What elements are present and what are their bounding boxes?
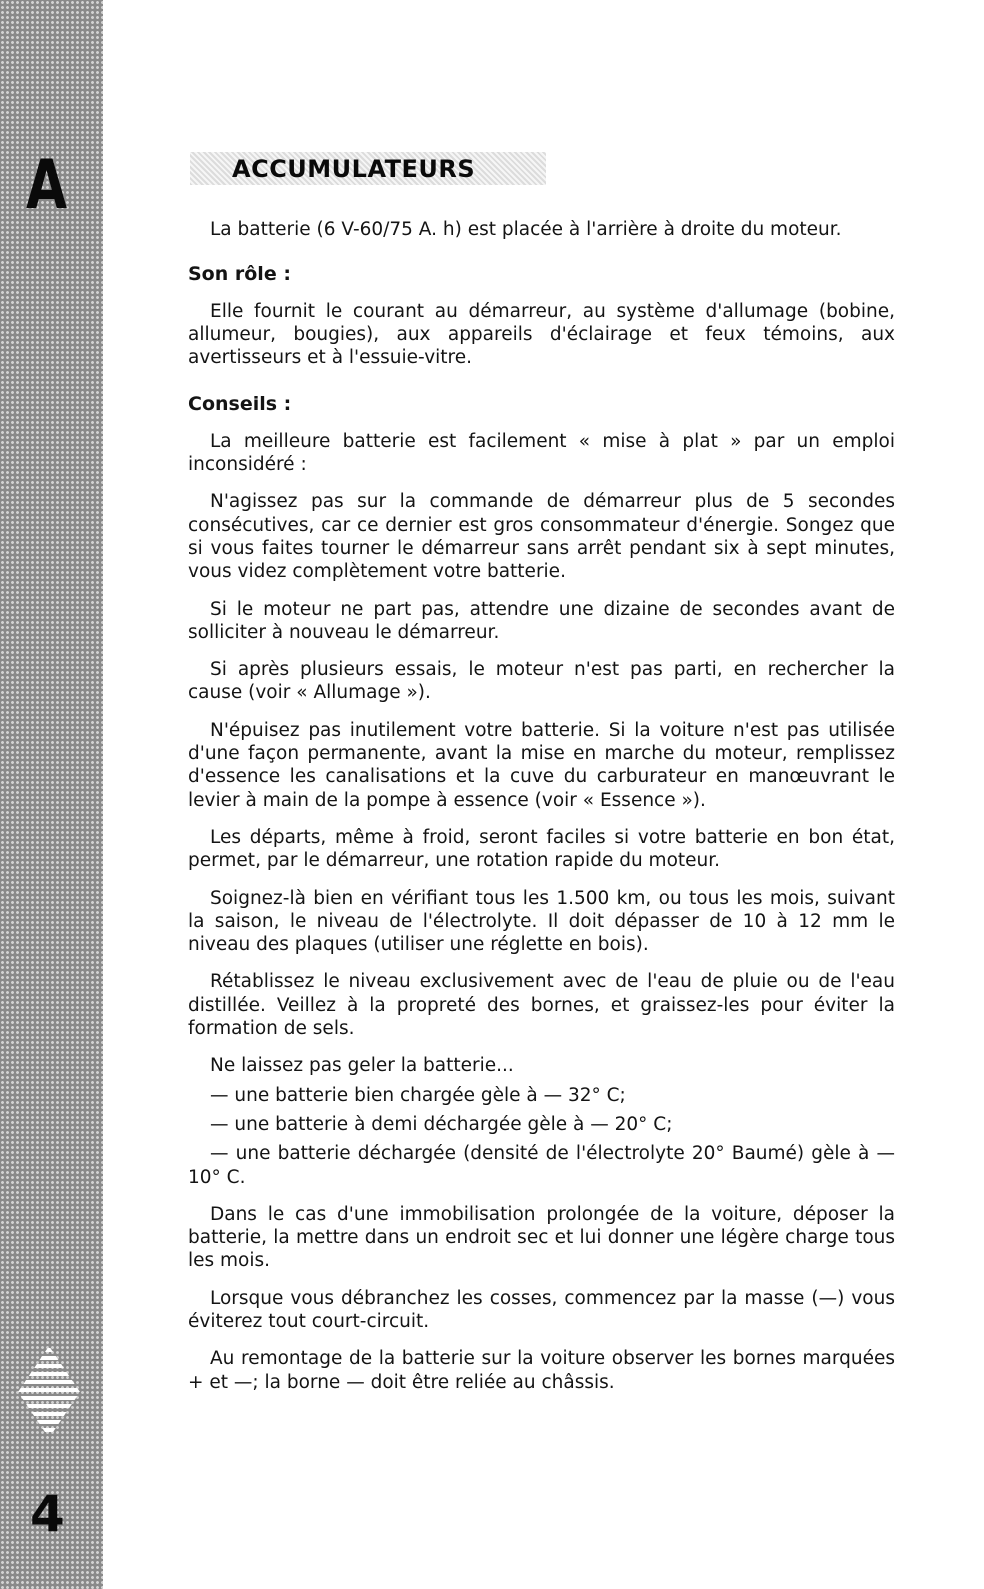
stripe-diamond-icon: [18, 1346, 80, 1438]
article-body: [188, 218, 895, 1394]
intro-paragraph: La batterie (6 V-60/75 A. h) est placée à l'arrière à droite du moteur.: [210, 219, 842, 240]
closing-paragraph: Dans le cas d'une immobilisation prolongée de la voiture, déposer la batterie, la mettre dans un endroit sec et lui donner une légère charge tous les mois.: [188, 1203, 895, 1272]
conseils-paragraph: Ne laissez pas geler la batterie...: [210, 1055, 514, 1077]
role-paragraph: Elle fournit le courant au démarreur, au système d'allumage (bobine, allumeur, bougies), aux appareils d'éclairage et feux témoins, aux avertisseurs et à l'essuie-vitre.: [188, 300, 895, 369]
conseils-paragraph: La meilleure batterie est facilement « mise à plat » par un emploi inconsidéré :: [188, 430, 895, 476]
conseils-paragraph: N'agissez pas sur la commande de démarreur plus de 5 secondes consécutives, car ce dernier est gros consommateur d'énergie. Songez que si vous faites tourner le démarreur sans arrêt pendant six à sept minutes, vous videz complètement votre batterie.: [188, 491, 895, 583]
conseils-paragraph: Si après plusieurs essais, le moteur n'est pas parti, en rechercher la cause (voir « Allumage »).: [188, 659, 895, 704]
closing-paragraph: Au remontage de la batterie sur la voiture observer les bornes marquées + et —; la borne — doit être reliée au châssis.: [188, 1348, 895, 1393]
conseils-paragraph: Rétablissez le niveau exclusivement avec de l'eau de pluie ou de l'eau distillée. Veillez à la propreté des bornes, et graissez-les pour éviter la formation de sels.: [188, 971, 895, 1040]
freeze-list-item: — une batterie bien chargée gèle à — 32° C;: [210, 1084, 626, 1106]
freeze-list-item: — une batterie déchargée (densité de l'électrolyte 20° Baumé) gèle à — 10° C.: [188, 1143, 895, 1188]
section-letter: A: [26, 146, 68, 225]
freeze-list-item: — une batterie à demi déchargée gèle à — 20° C;: [210, 1113, 673, 1135]
page-title: ACCUMULATEURS: [232, 155, 476, 183]
conseils-paragraph: Si le moteur ne part pas, attendre une dizaine de secondes avant de solliciter à nouveau le démarreur.: [188, 598, 895, 643]
conseils-paragraph: Soignez-là bien en vérifiant tous les 1.500 km, ou tous les mois, suivant la saison, le niveau de l'électrolyte. Il doit dépasser de 10 à 12 mm le niveau des plaques (utiliser une réglette en bois).: [188, 887, 895, 956]
closing-paragraph: Lorsque vous débranchez les cosses, commencez par la masse (—) vous éviterez tout court-circuit.: [188, 1287, 895, 1332]
page-number: 4: [30, 1485, 65, 1543]
conseils-paragraph: N'épuisez pas inutilement votre batterie. Si la voiture n'est pas utilisée d'une façon permanente, avant la mise en marche du moteur, remplissez d'essence les canalisations et la cuve du carburateur en manœuvrant le levier à main de la pompe à essence (voir « Essence »).: [188, 719, 895, 811]
role-label: Son rôle :: [188, 263, 291, 286]
conseils-label: Conseils :: [188, 393, 292, 416]
conseils-paragraph: Les départs, même à froid, seront faciles si votre batterie en bon état, permet, par le démarreur, une rotation rapide du moteur.: [188, 826, 895, 872]
